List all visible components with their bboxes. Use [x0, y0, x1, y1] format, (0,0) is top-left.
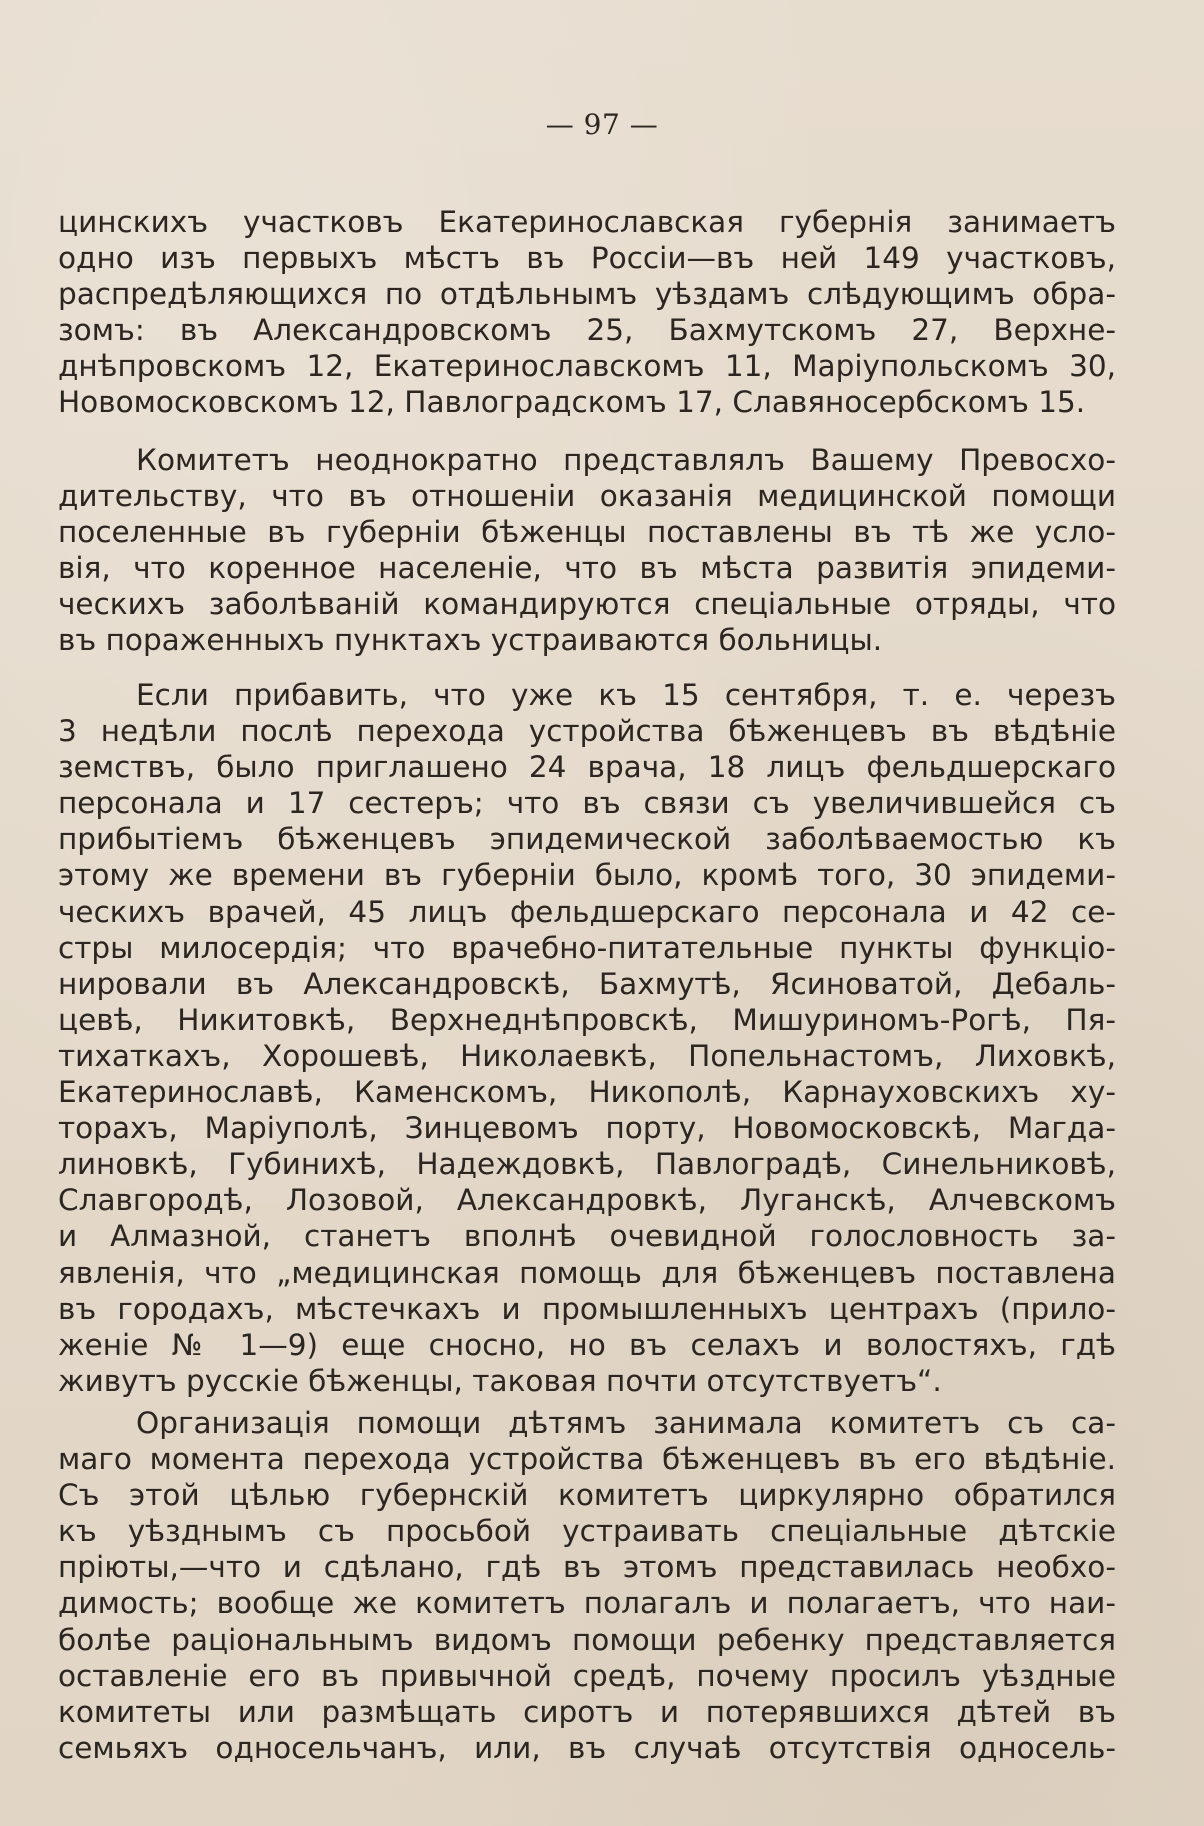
text-line: димость; вообще же комитетъ полагалъ и полагаетъ, что наи- [58, 1586, 1116, 1621]
text-line: цинскихъ участковъ Екатеринославская губернія занимаетъ [58, 205, 1116, 239]
text-line: ческихъ врачей, 45 лицъ фельдшерскаго персонала и 42 се- [58, 894, 1116, 929]
text-line: Съ этой цѣлью губернскій комитетъ циркулярно обратился [58, 1478, 1116, 1513]
text-line: Организація помощи дѣтямъ занимала комитетъ съ са- [136, 1406, 1116, 1440]
text-line: Новомосковскомъ 12, Павлоградскомъ 17, Славяносербскомъ 15. [58, 385, 1086, 420]
text-line: днѣпровскомъ 12, Екатеринославскомъ 11, Маріупольскомъ 30, [58, 349, 1116, 384]
page-number: — 97 — [545, 108, 659, 141]
text-line: пріюты,—что и сдѣлано, гдѣ въ этомъ представилась необхо- [58, 1550, 1116, 1585]
text-line: персонала и 17 сестеръ; что въ связи съ увеличившейся съ [58, 786, 1116, 821]
paragraph-2 [58, 442, 1116, 659]
text-line: Славгородѣ, Лозовой, Александровкѣ, Луганскѣ, Алчевскомъ [58, 1183, 1116, 1218]
text-line: въ городахъ, мѣстечкахъ и промышленныхъ центрахъ (прило- [58, 1291, 1116, 1326]
text-line: одно изъ первыхъ мѣстъ въ Россіи—въ ней 149 участковъ, [58, 241, 1116, 276]
text-line: Комитетъ неоднократно представлялъ Вашему Превосхо- [136, 443, 1116, 477]
text-line: живутъ русскіе бѣженцы, таковая почти отсутствуетъ“. [58, 1363, 942, 1398]
text-line: женіе № 1—9) еще сносно, но въ селахъ и волостяхъ, гдѣ [58, 1327, 1116, 1362]
text-line: явленія, что „медицинская помощь для бѣженцевъ поставлена [58, 1255, 1116, 1290]
text-line: болѣе раціональнымъ видомъ помощи ребенку представляется [58, 1622, 1116, 1657]
text-line: и Алмазной, станетъ вполнѣ очевидной голословность за- [58, 1219, 1116, 1254]
text-line: линовкѣ, Губинихѣ, Надеждовкѣ, Павлоградѣ, Синельниковѣ, [58, 1147, 1116, 1182]
text-line: 3 недѣли послѣ перехода устройства бѣженцевъ въ вѣдѣніе [58, 714, 1116, 749]
text-line: вія, что коренное населеніе, что въ мѣста развитія эпидеми- [58, 551, 1116, 586]
text-line: торахъ, Маріуполѣ, Зинцевомъ порту, Новомосковскѣ, Магда- [58, 1111, 1116, 1146]
paragraph-1 [58, 204, 1116, 421]
text-line: въ пораженныхъ пунктахъ устраиваются больницы. [58, 623, 883, 658]
text-line: цевѣ, Никитовкѣ, Верхнеднѣпровскѣ, Мишуриномъ-Рогѣ, Пя- [58, 1002, 1116, 1037]
text-line: ческихъ заболѣваній командируются спеціальные отряды, что [58, 587, 1116, 622]
text-line: тихаткахъ, Хорошевѣ, Николаевкѣ, Попельнастомъ, Лиховкѣ, [58, 1038, 1116, 1073]
text-line: къ уѣзднымъ съ просьбой устраивать спеціальные дѣтскіе [58, 1514, 1116, 1549]
text-line: этому же времени въ губерніи было, кромѣ того, 30 эпидеми- [58, 858, 1116, 893]
text-line: маго момента перехода устройства бѣженцевъ въ его вѣдѣніе. [58, 1442, 1116, 1477]
paragraph-3 [58, 677, 1116, 1399]
text-line: зомъ: въ Александровскомъ 25, Бахмутскомъ 27, Верхне- [58, 313, 1116, 348]
text-line: Екатеринославѣ, Каменскомъ, Никополѣ, Карнауховскихъ ху- [58, 1075, 1116, 1110]
text-line: стры милосердія; что врачебно-питательные пункты функціо- [58, 930, 1116, 965]
text-line: нировали въ Александровскѣ, Бахмутѣ, Ясиноватой, Дебаль- [58, 966, 1116, 1001]
paragraph-4 [58, 1405, 1116, 1766]
text-line: Если прибавить, что уже къ 15 сентября, т. е. черезъ [136, 678, 1116, 712]
text-line: прибытіемъ бѣженцевъ эпидемической заболѣваемостью къ [58, 822, 1116, 857]
text-line: оставленіе его въ привычной средѣ, почему просилъ уѣздные [58, 1658, 1116, 1693]
text-line: земствъ, было приглашено 24 врача, 18 лицъ фельдшерскаго [58, 750, 1116, 785]
text-line: комитеты или размѣщать сиротъ и потерявшихся дѣтей въ [58, 1694, 1116, 1729]
text-line: семьяхъ односельчанъ, или, въ случаѣ отсутствія односель- [58, 1730, 1116, 1765]
text-line: дительству, что въ отношеніи оказанія медицинской помощи [58, 479, 1116, 514]
text-line: распредѣляющихся по отдѣльнымъ уѣздамъ слѣдующимъ обра- [58, 277, 1116, 312]
text-line: поселенные въ губерніи бѣженцы поставлены въ тѣ же усло- [58, 515, 1116, 550]
